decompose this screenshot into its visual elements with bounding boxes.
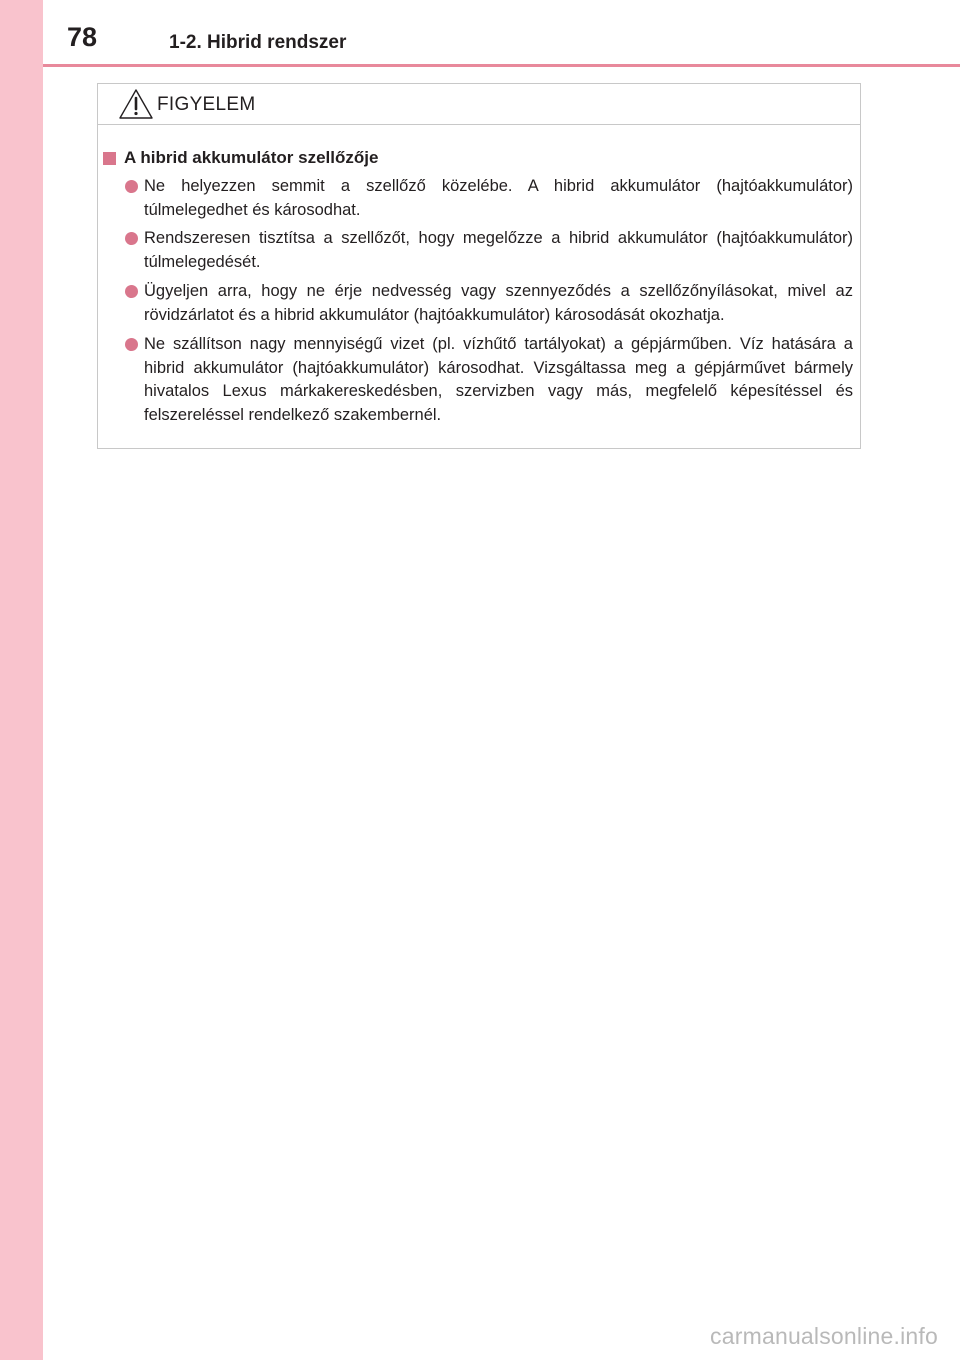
list-item [125,280,853,327]
warning-box [97,83,861,449]
page-header [43,0,960,68]
warning-triangle-icon [118,88,154,120]
list-item [125,333,853,427]
warning-header [98,84,860,125]
page-number: 78 [67,22,98,52]
header-rule [43,64,960,67]
round-bullet-icon [125,180,138,193]
list-item-text: Ügyeljen arra, hogy ne érje nedvesség vagy szennyeződés a szellőzőnyílásokat, mivel az rövidzárlatot és a hibrid akkumulátor (hajtóakkumulátor) károsodását okozhatja. [144,282,853,324]
section-title: 1-2. Hibrid rendszer [169,32,347,53]
subheading-text: A hibrid akkumulátor szellőzője [124,148,379,167]
round-bullet-icon [125,285,138,298]
list-item [125,227,853,274]
square-bullet-icon [103,152,116,165]
round-bullet-icon [125,338,138,351]
list-item-text: Ne szállítson nagy mennyiségű vizet (pl. vízhűtő tartályokat) a gépjárműben. Víz hatására a hibrid akkumulátor (hajtóakkumulátor) károsodhat. Vizsgáltassa meg a gépjárművet bármely hivatalos Lexus márkakereskedésben, szervizben vagy más, megfelelő képesítéssel és felszereléssel rendelkező szakembernél. [144,335,853,424]
list-item-text: Ne helyezzen semmit a szellőző közelébe. A hibrid akkumulátor (hajtóakkumulátor) túlmelegedhet és károsodhat. [144,177,853,219]
subheading [103,147,378,169]
watermark: carmanualsonline.info [710,1323,938,1349]
list-item-text: Rendszeresen tisztítsa a szellőzőt, hogy megelőzze a hibrid akkumulátor (hajtóakkumulátor) túlmelegedését. [144,229,853,271]
list-item [125,175,853,222]
round-bullet-icon [125,232,138,245]
side-tab [0,0,43,1360]
warning-title: FIGYELEM [157,94,256,115]
